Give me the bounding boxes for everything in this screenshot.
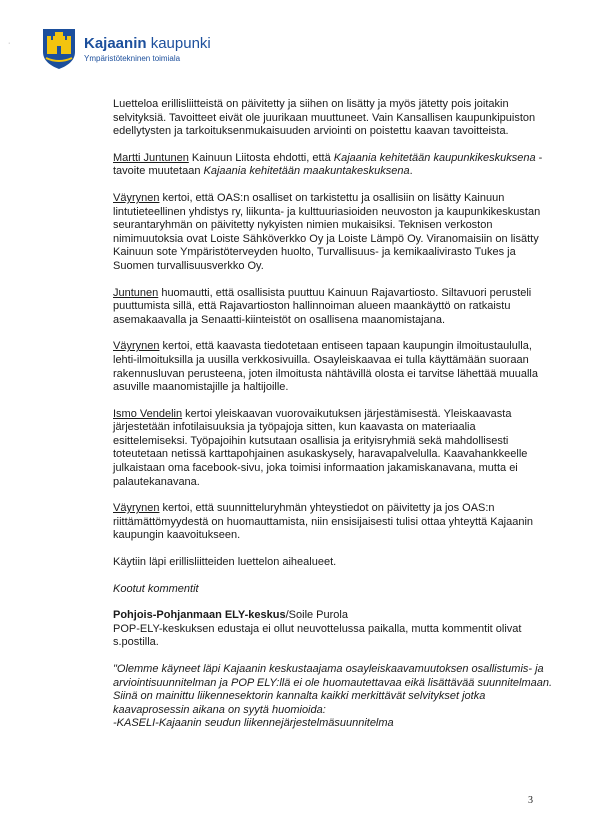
document-body — [113, 98, 553, 744]
paragraph-attachments: Luetteloa erillisliitteistä on päivitetty ja siihen on lisätty ja myös jätetty pois joitakin selvityksiä. Tavoitteet eivät ole juurikaan muuttuneet. Vain Kansallisen kaupunkipuiston edellytysten ja tarkoituksenmukaisuuden arviointi on poistettu kaavan tavoitteista. — [113, 98, 536, 138]
paragraph-contacts: Väyrynen kertoi, että suunnitteluryhmän yhteystiedot on päivitetty ja jos OAS:n riittämättömyydestä on huomauttamista, niin ensisijaisesti tulisi ottaa yhteyttä Kajaanin kaupungin kaavoitukseen. — [113, 502, 534, 542]
ely-person: /Soile Purola — [285, 609, 348, 622]
paragraph-interaction: Ismo Vendelin kertoi yleiskaavan vuorovaikutuksen järjestämisestä. Yleiskaavasta järjestetään infotilaisuuksia ja työpajoja sitten, kun kaavasta on materiaalia esittelemiseksi. Työpajoihin kutsutaan osallisia ja erityisryhmiä sekä mahdollisesti toteutetaan netissä karttapohjainen asukaskysely, haravapalvelulla. Kaavahankkeelle julkaistaan oma facebook-sivu, joka toimisi informaation jakamiskanavana, mutta ei palautekanavana. — [113, 407, 528, 488]
speaker-name: Väyrynen — [113, 340, 160, 353]
speaker-name: Juntunen — [113, 286, 159, 299]
paragraph-ely: Pohjois-Pohjanmaan ELY-keskus/Soile Purola POP-ELY-keskuksen edustaja ei ollut neuvottelussa paikalla, mutta kommentit olivat s.postilla. — [113, 609, 522, 649]
coat-of-arms-icon — [42, 28, 76, 70]
ely-quote: "Olemme käyneet läpi Kajaanin keskustaajama osayleiskaavamuutoksen osallistumis- ja arviointisuunnitelman ja POP ELY:llä ei ole huomautettavaa eikä lisättävää suunnitelmaan. Siinä on mainittu liikennesektorin kannalta kaikki merkittävät selvitykset jotka kaavaprosessin aikana on syytä huomioida: -KASELI-Kajaanin seudun liikennejärjestelmäsuunnitelma — [113, 663, 553, 730]
speaker-name: Väyrynen — [113, 191, 160, 204]
speaker-name: Ismo Vendelin — [113, 407, 183, 420]
organization-unit: Ympäristötekninen toimiala — [84, 53, 181, 63]
scan-margin-mark: · — [8, 40, 11, 47]
section-heading: Kootut kommentit — [113, 582, 199, 595]
speaker-name: Väyrynen — [113, 502, 160, 515]
paragraph-oas-stakeholders: Väyrynen kertoi, että OAS:n osalliset on tarkistettu ja osallisiin on lisätty Kainuun lintutieteellinen yhdistys ry, liikunta- ja kulttuuriasioiden neuvoston ja kaupunkikeskustan seurantaryhmän on päivitetty nykyisten nimien mukaisiksi. Teknisen verkoston nimimuutoksia ovat Loiste Sähköverkko Oy ja Loiste Lämpö Oy. Viranomaisiin on lisätty Kainuun sote Ympäristöterveyden huolto, Turvallisuus- ja kemikaalivirasto Tukes ja Suomen turvallisuusverkko Oy. — [113, 191, 541, 272]
page-number: 3 — [528, 795, 533, 806]
paragraph-attachment-topics: Käytiin läpi erillisliitteiden luettelon aihealueet. — [113, 556, 337, 569]
letterhead — [42, 28, 211, 70]
paragraph-announcements: Väyrynen kertoi, että kaavasta tiedotetaan entiseen tapaan kaupungin ilmoitustaululla, lehti-ilmoituksilla ja uusilla verkkosivuilla. Osayleiskaavaa ei tulla käyttämään suoraan rakennusluvan perusteena, joten ilmoitusta nähtävillä olosta ei tarvitse lähettää muualla asuville maanomistajille ja haltijoille. — [113, 340, 538, 394]
ely-organization: Pohjois-Pohjanmaan ELY-keskus — [113, 609, 286, 622]
organization-name: Kajaanin kaupunki — [84, 34, 211, 52]
letterhead-text — [84, 36, 211, 63]
paragraph-juntunen-proposal: Martti Juntunen Kainuun Liitosta ehdotti, että Kajaania kehitetään kaupunkikeskuksena -tavoite muutetaan Kajaania kehitetään maakuntakeskuksena. — [113, 151, 543, 178]
speaker-name: Martti Juntunen — [113, 151, 189, 164]
paragraph-border-guard: Juntunen huomautti, että osallisista puuttuu Kainuun Rajavartiosto. Siltavuori perusteli puuttumista sillä, että Rajavartioston hallinnoiman alueen maankäyttö on ratkaistu asemakaavalla ja Senaatti-kiinteistöt on osallisena maanomistajana. — [113, 286, 532, 326]
